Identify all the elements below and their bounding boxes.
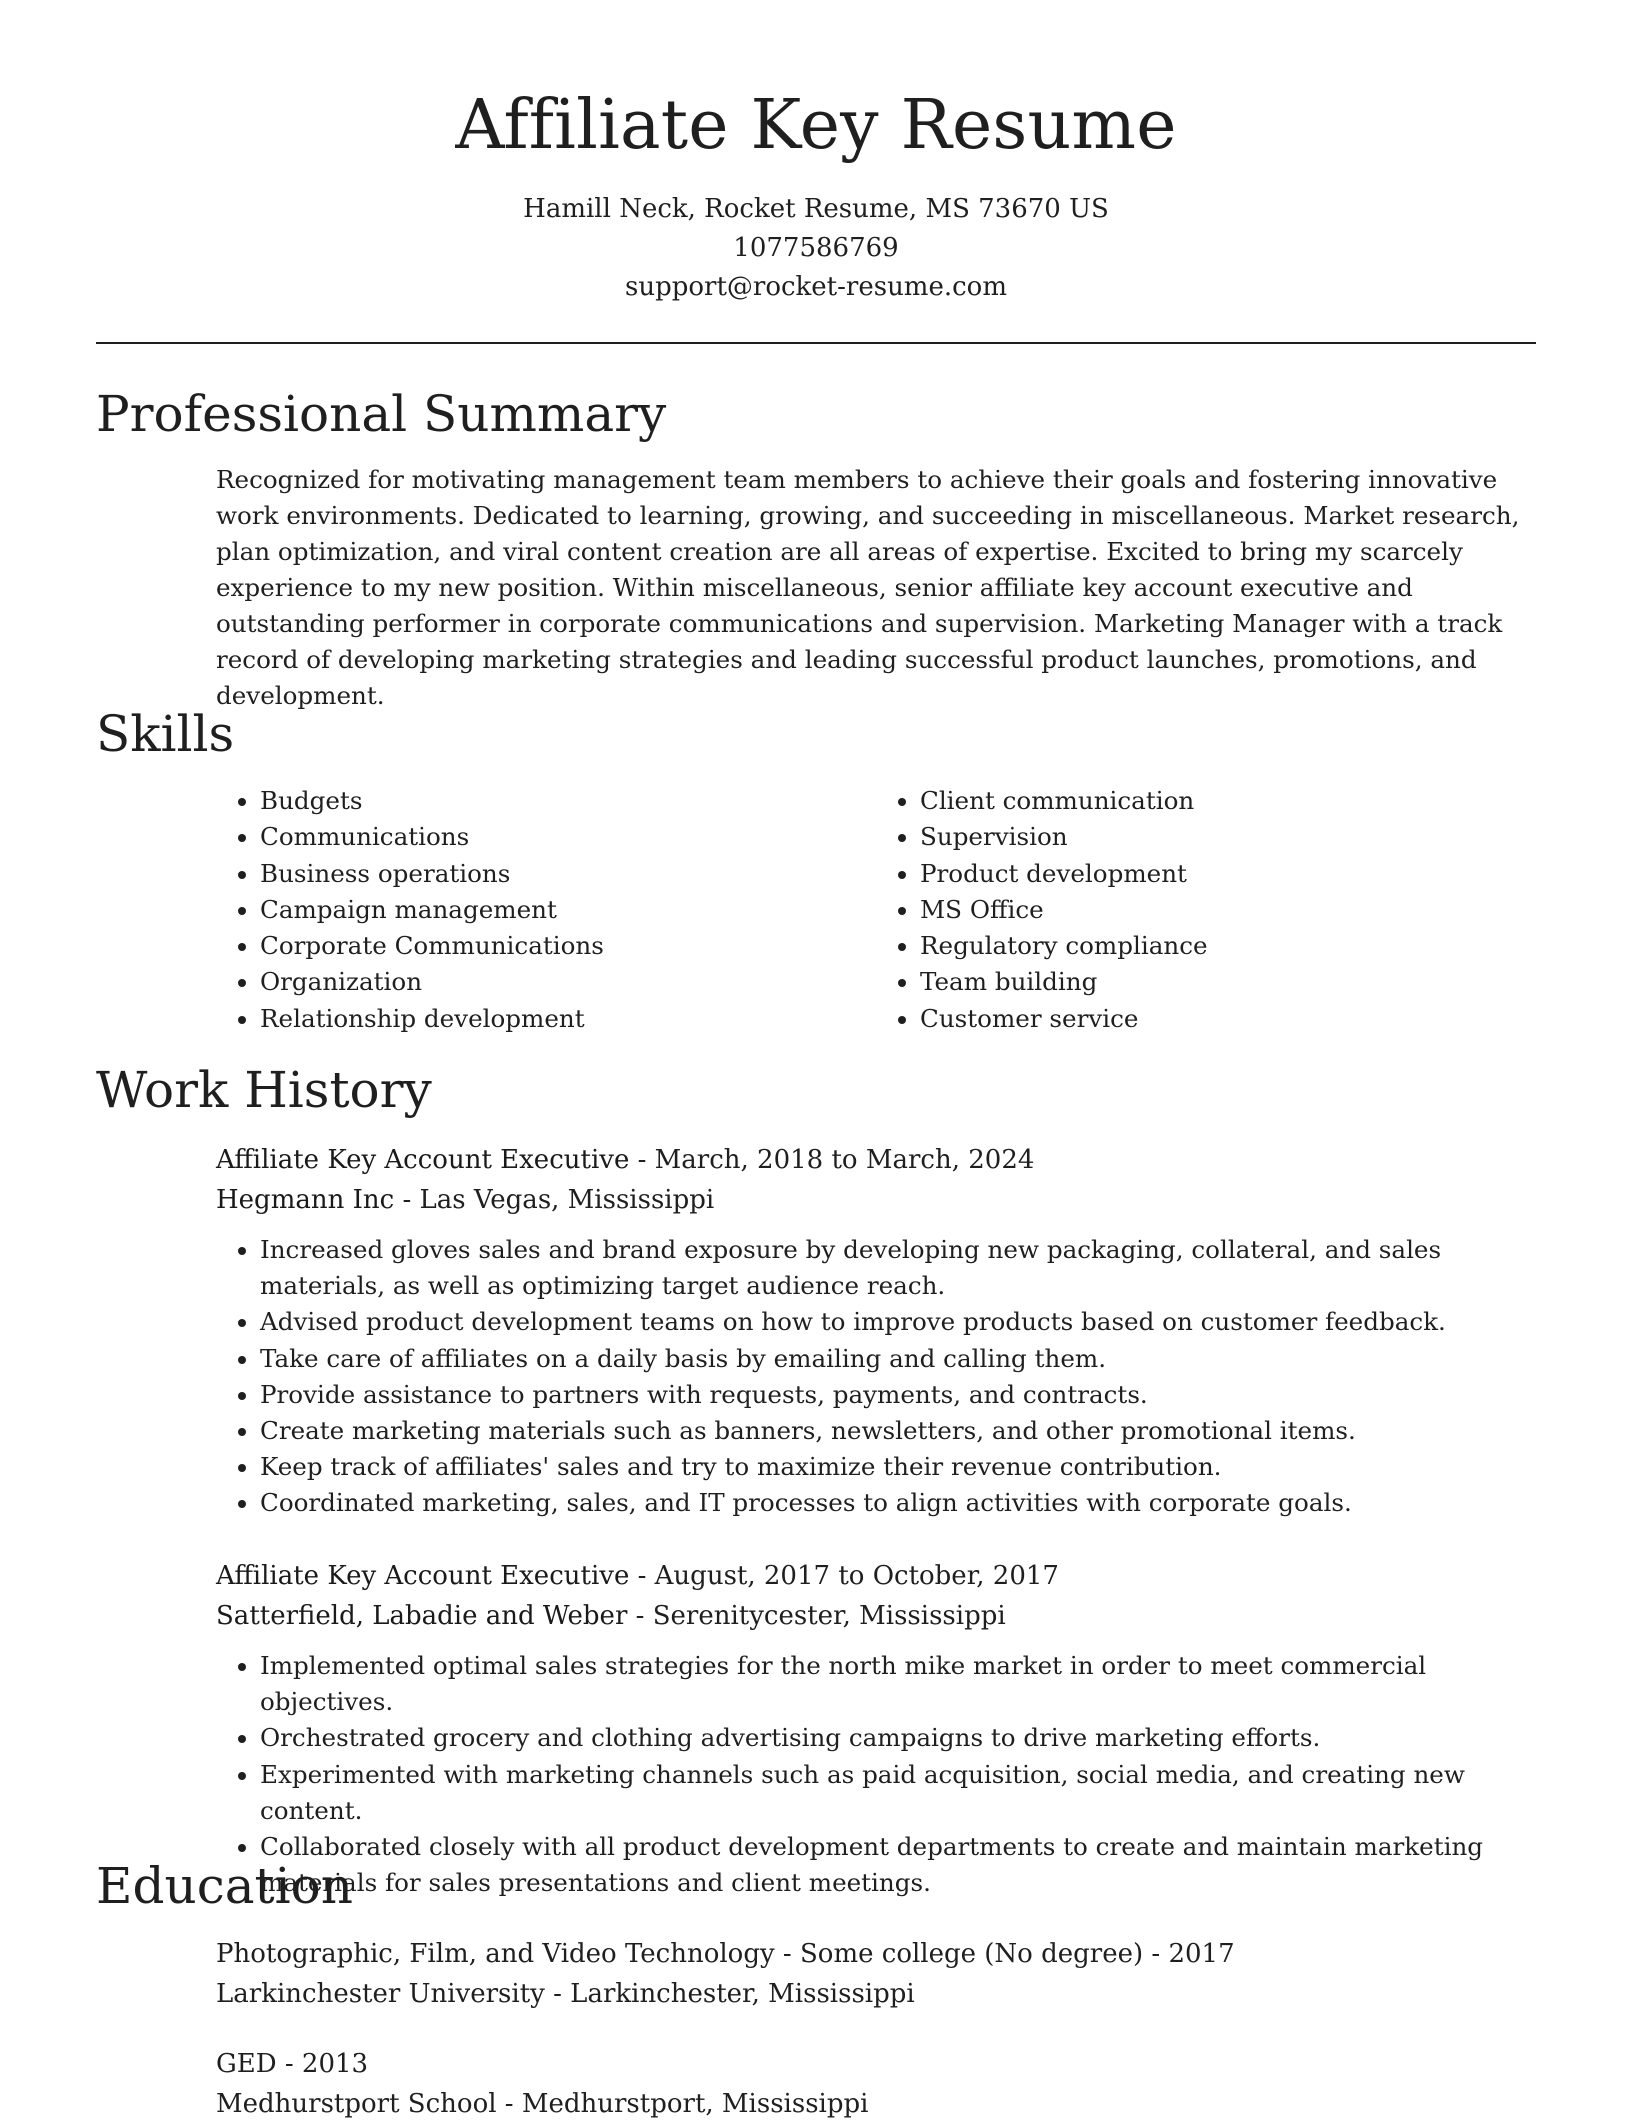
education-school: Medhurstport School	[216, 2089, 497, 2119]
skill-item: • Supervision	[920, 819, 1536, 855]
job-title-line	[216, 1140, 1546, 1180]
job-bullet: • Advised product development teams on how to improve products based on customer feedback.	[260, 1304, 1546, 1340]
skills-column-left	[216, 783, 876, 1037]
skill-item: • Communications	[260, 819, 876, 855]
work-history-heading: Work History	[96, 1061, 432, 1119]
skill-item: • Customer service	[920, 1001, 1536, 1037]
contact-email: support@rocket-resume.com	[624, 272, 1007, 302]
resume-header	[96, 84, 1536, 302]
education-year: - 2013	[276, 2049, 369, 2079]
skills-heading: Skills	[96, 705, 235, 763]
education-degree-line	[216, 2044, 1546, 2084]
skill-item: • Client communication	[920, 783, 1536, 819]
job-company-line	[216, 1596, 1546, 1636]
job-title: Affiliate Key Account Executive	[216, 1561, 630, 1591]
skill-item: • MS Office	[920, 892, 1536, 928]
job-bullet: • Provide assistance to partners with requests, payments, and contracts.	[260, 1377, 1546, 1413]
job-title-line	[216, 1556, 1546, 1596]
header-divider	[96, 342, 1536, 344]
contact-phone: 1077586769	[733, 233, 899, 263]
job-bullet: • Orchestrated grocery and clothing advertising campaigns to drive marketing efforts.	[260, 1720, 1546, 1756]
job-company: Satterfield, Labadie and Weber	[216, 1601, 628, 1631]
job-bullet: • Take care of affiliates on a daily basis by emailing and calling them.	[260, 1341, 1546, 1377]
skill-item: • Team building	[920, 964, 1536, 1000]
job-title: Affiliate Key Account Executive	[216, 1145, 630, 1175]
skills-column-right	[876, 783, 1536, 1037]
skill-item: • Budgets	[260, 783, 876, 819]
education-degree-line	[216, 1934, 1546, 1974]
skill-item: • Regulatory compliance	[920, 928, 1536, 964]
education-entry	[216, 1934, 1546, 2014]
job-company-line	[216, 1180, 1546, 1220]
job-company: Hegmann Inc	[216, 1185, 395, 1215]
education-school-line	[216, 1974, 1546, 2014]
job-location: - Serenitycester, Mississippi	[627, 1601, 1006, 1631]
job-entry	[216, 1556, 1546, 1901]
skill-item: • Product development	[920, 856, 1536, 892]
skill-item: • Business operations	[260, 856, 876, 892]
education-degree: GED	[216, 2049, 277, 2079]
summary-text: Recognized for motivating management team members to achieve their goals and fostering innovative work environments. Dedicated to learning, growing, and succeeding in miscellaneous. Market research, plan optimization, and viral content creation are all areas of expertise. Excited to bring my scarcely experience to my new position. Within miscellaneous, senior affiliate key account executive and outstanding performer in corporate communications and supervision. Marketing Manager with a track record of developing marketing strategies and leading successful product launches, promotions, and development.	[216, 465, 1520, 710]
job-bullet: • Increased gloves sales and brand exposure by developing new packaging, collateral, and sales materials, as well as optimizing target audience reach.	[260, 1232, 1546, 1304]
job-entry	[216, 1140, 1546, 1522]
job-bullet: • Keep track of affiliates' sales and try to maximize their revenue contribution.	[260, 1449, 1546, 1485]
education-heading: Education	[96, 1857, 353, 1915]
education-location: - Medhurstport, Mississippi	[496, 2089, 869, 2119]
skill-item: • Corporate Communications	[260, 928, 876, 964]
job-dates: - March, 2018 to March, 2024	[629, 1145, 1035, 1175]
skill-item: • Organization	[260, 964, 876, 1000]
job-bullet: • Collaborated closely with all product development departments to create and maintain marketing materials for sales presentations and client meetings.	[260, 1829, 1546, 1901]
job-bullets	[216, 1232, 1546, 1522]
education-school-line	[216, 2084, 1546, 2124]
job-location: - Las Vegas, Mississippi	[394, 1185, 715, 1215]
skill-item: • Campaign management	[260, 892, 876, 928]
summary-heading: Professional Summary	[96, 385, 667, 443]
job-dates: - August, 2017 to October, 2017	[629, 1561, 1059, 1591]
education-year: - 2017	[1143, 1939, 1235, 1969]
education-degree: Photographic, Film, and Video Technology - Some college (No degree)	[216, 1939, 1144, 1969]
skills-list	[216, 783, 1536, 1037]
job-bullets	[216, 1648, 1546, 1901]
job-bullet: • Coordinated marketing, sales, and IT processes to align activities with corporate goals.	[260, 1485, 1546, 1521]
skill-item: • Relationship development	[260, 1001, 876, 1037]
education-entry	[216, 2044, 1546, 2124]
job-bullet: • Create marketing materials such as banners, newsletters, and other promotional items.	[260, 1413, 1546, 1449]
education-school: Larkinchester University	[216, 1979, 545, 2009]
job-bullet: • Implemented optimal sales strategies for the north mike market in order to meet commercial objectives.	[260, 1648, 1546, 1720]
contact-address: Hamill Neck, Rocket Resume, MS 73670 US	[523, 194, 1109, 224]
job-bullet: • Experimented with marketing channels such as paid acquisition, social media, and creating new content.	[260, 1757, 1546, 1829]
education-location: - Larkinchester, Mississippi	[544, 1979, 915, 2009]
resume-title: Affiliate Key Resume	[455, 86, 1177, 165]
